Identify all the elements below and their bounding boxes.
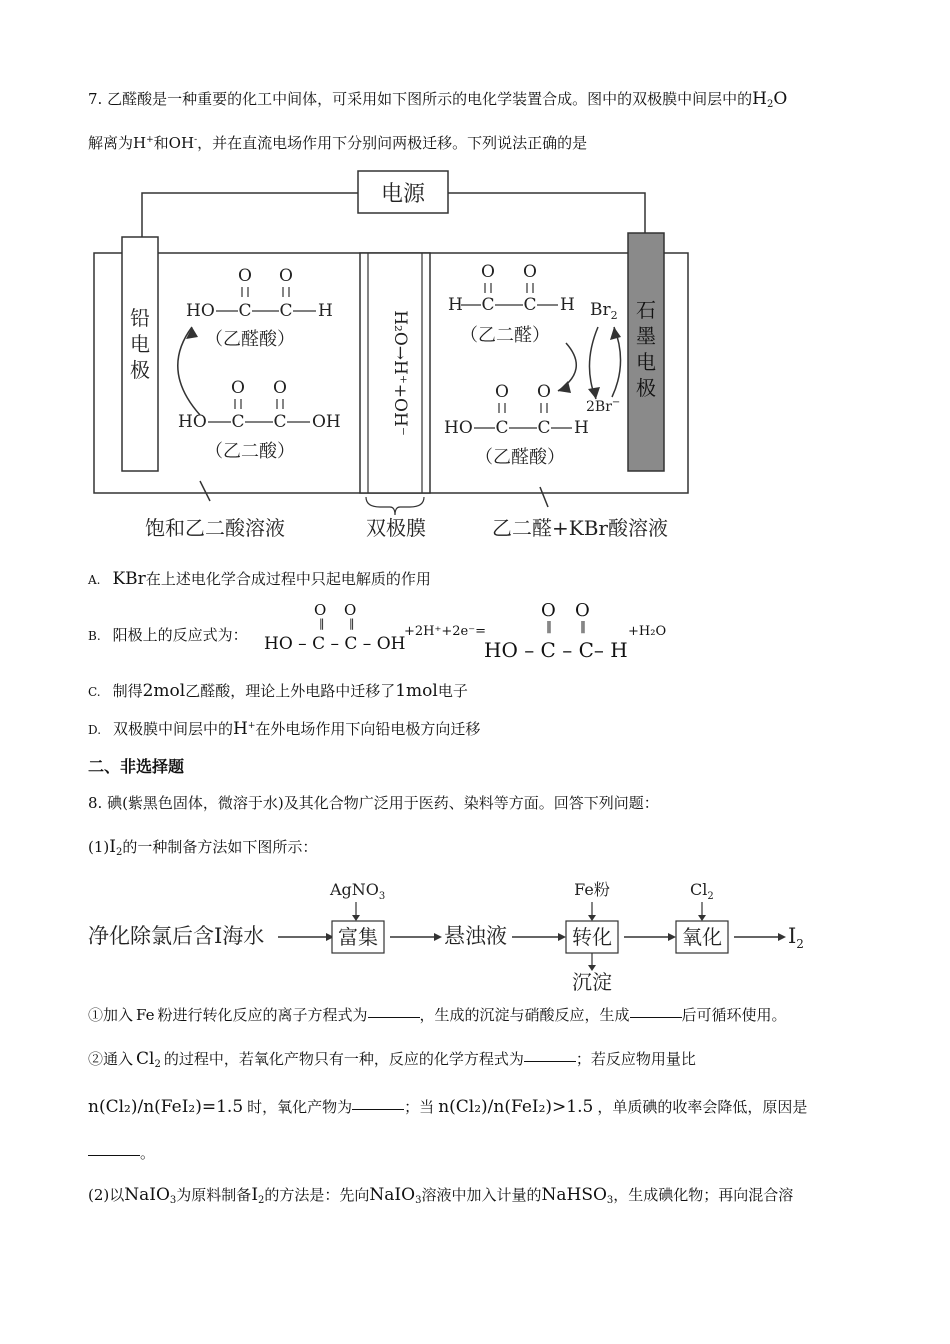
q8-lb-sub: 2 xyxy=(154,1059,161,1070)
membrane-brace xyxy=(366,497,424,515)
q8-lb2: 的过程中，若氧化产物只有一种，反应的化学方程式为 xyxy=(163,1050,524,1068)
mol-c: C xyxy=(273,412,287,432)
q8-lb-cl: Cl xyxy=(136,1049,155,1069)
fe-label: Fe粉 xyxy=(574,880,610,899)
q7-stem-a: 乙醛酸是一种重要的化工中间体，可采用如下图所示的电化学装置合成。图中的双极膜中间层中的 xyxy=(107,90,753,108)
option-a xyxy=(88,568,431,589)
option-b-bond3: ‖ xyxy=(546,619,552,633)
h2o-h: H xyxy=(752,89,767,109)
q8-lc3: ，单质碘的收率会降低，原因是 xyxy=(597,1098,808,1116)
option-b-end: +H₂O xyxy=(628,624,667,639)
mol-ho: HO xyxy=(186,301,215,321)
q8-lb1: ②通入 xyxy=(88,1050,134,1068)
graphite-char-4: 极 xyxy=(636,376,656,400)
section-2-title: 二、非选择题 xyxy=(88,757,185,776)
mol-c: C xyxy=(495,418,509,438)
q8-le1: (2)以 xyxy=(88,1186,125,1204)
option-b-reactant: HO – C – C – OH xyxy=(264,634,406,654)
arrowhead xyxy=(778,933,786,941)
option-d-label: D. xyxy=(88,723,102,737)
option-b-middle: +2H⁺+2e⁻= xyxy=(404,624,486,639)
option-b-bond2: ‖ xyxy=(349,617,355,630)
q7-stem-line1 xyxy=(88,88,787,110)
q7-number: 7. xyxy=(88,90,103,108)
option-a-text: 在上述电化学合成过程中只起电解质的作用 xyxy=(145,570,431,588)
option-c-text1: 制得 xyxy=(112,682,143,700)
curved-arrow-left xyxy=(178,327,200,415)
q8-la4: 后可循环使用。 xyxy=(681,1006,787,1024)
q8-lc2: ；当 xyxy=(404,1098,435,1116)
q8-p1-a: (1) xyxy=(88,838,110,856)
q8-stem: 8. 碘(紫黑色固体，微溶于水)及其化合物广泛用于医药、染料等方面。回答下列问题： xyxy=(88,794,659,812)
power-wire-right xyxy=(448,193,645,233)
membrane-label: 双极膜 xyxy=(366,516,426,540)
arrowhead xyxy=(668,933,676,941)
oh-text: OH xyxy=(168,134,195,152)
h2o-sub: 2 xyxy=(766,99,774,110)
option-b-text: 阳极上的反应式为： xyxy=(112,626,248,644)
q8-la2: 粉进行转化反应的离子方程式为 xyxy=(157,1006,368,1024)
arrowhead xyxy=(698,915,706,921)
q8-nahso3: NaHSO xyxy=(541,1185,607,1205)
q8-lb3: ；若反应物用量比 xyxy=(575,1050,696,1068)
mol-o: O xyxy=(273,378,287,398)
graphite-char-3: 电 xyxy=(636,350,656,374)
flow-start: 净化除氯后含I海水 xyxy=(88,924,265,948)
flow-mid: 悬浊液 xyxy=(444,924,507,948)
answer-blank[interactable] xyxy=(352,1108,404,1110)
q7-stem-line2 xyxy=(88,132,587,153)
mol-ho: HO xyxy=(444,418,473,438)
option-d-h: H xyxy=(233,719,248,739)
mol-c: C xyxy=(231,412,245,432)
q8-i-sub: 2 xyxy=(258,1195,265,1206)
iodine-flow-diagram xyxy=(88,875,818,993)
mol-c: C xyxy=(537,418,551,438)
hplus-sup: + xyxy=(146,135,154,145)
q8-le4: 溶液中加入计量的 xyxy=(421,1186,542,1204)
option-c-text2: 乙醛酸，理论上外电路中迁移了 xyxy=(185,682,396,700)
option-b-label: B. xyxy=(88,629,101,643)
cl2-label: $Cl_2$ xyxy=(690,880,714,902)
option-b-o4: O xyxy=(575,600,590,621)
q8-p1-sub: 2 xyxy=(115,847,123,858)
pointer-tick xyxy=(540,487,548,507)
q8-line-c xyxy=(88,1096,807,1117)
mol-o: O xyxy=(231,378,245,398)
label-glyoxylic-acid-left: （乙醛酸） xyxy=(205,329,295,350)
answer-blank[interactable] xyxy=(368,1016,420,1018)
q8-la1: ①加入 xyxy=(88,1006,134,1024)
kbr-text: KBr xyxy=(112,569,146,589)
answer-blank[interactable] xyxy=(524,1060,576,1062)
mol-o: O xyxy=(481,262,495,282)
oh-sup: - xyxy=(194,135,198,145)
mol-o: O xyxy=(523,262,537,282)
mol-c: C xyxy=(481,295,495,315)
answer-blank[interactable] xyxy=(630,1016,682,1018)
arrowhead xyxy=(352,915,360,921)
answer-blank[interactable] xyxy=(88,1154,140,1156)
precip-label: 沉淀 xyxy=(572,970,612,993)
q8-le5: ，生成碘化物；再向混合溶 xyxy=(613,1186,794,1204)
option-c-label: C. xyxy=(88,685,101,699)
flow-end: $I_2$ xyxy=(788,924,804,951)
q8-ratio1: n(Cl₂)/n(FeI₂)=1.5 xyxy=(88,1097,244,1117)
option-c-text3: 电子 xyxy=(437,682,468,700)
q8-p1-b: 的一种制备方法如下图所示： xyxy=(122,838,318,856)
q8-le2: 为原料制备 xyxy=(176,1186,252,1204)
label-glyoxal: （乙二醛） xyxy=(460,325,550,346)
q7-stem-b2: 和 xyxy=(153,134,169,152)
graphite-char-2: 墨 xyxy=(636,324,656,348)
option-b-o2: O xyxy=(344,601,357,619)
pointer-tick xyxy=(200,481,210,501)
agno3-label: AgNO$_3$ xyxy=(330,880,386,902)
arrowhead xyxy=(434,933,442,941)
mol-ho: HO xyxy=(178,412,207,432)
right-solution-label: 乙二醛+KBr酸溶液 xyxy=(492,516,668,540)
option-d-text2: 在外电场作用下向铅电极方向迁移 xyxy=(255,720,481,738)
br2-label: $Br_2$ xyxy=(590,300,618,322)
option-d-text1: 双极膜中间层中的 xyxy=(113,720,234,738)
option-b-o3: O xyxy=(541,600,556,621)
option-b-product: HO – C – C– H xyxy=(484,638,628,662)
power-wire xyxy=(142,193,358,237)
membrane-reaction: H₂O→H⁺+OH⁻ xyxy=(390,310,410,436)
mol-o: O xyxy=(279,266,293,286)
hplus-h: H xyxy=(133,134,147,152)
q8-lc1: 时，氧化产物为 xyxy=(247,1098,353,1116)
option-c-1mol: 1mol xyxy=(395,681,438,701)
q8-naio3b-sub: 3 xyxy=(415,1195,422,1206)
arrowhead xyxy=(588,387,600,399)
q8-la-fe: Fe xyxy=(136,1006,155,1024)
mol-o: O xyxy=(495,382,509,402)
option-b-bond1: ‖ xyxy=(319,617,325,630)
left-solution-label: 饱和乙二酸溶液 xyxy=(145,516,285,540)
q7-stem-b3: ，并在直流电场作用下分别问两极迁移。下列说法正确的是 xyxy=(197,134,588,152)
label-glyoxylic-acid-right: （乙醛酸） xyxy=(475,447,565,468)
lead-char-3: 极 xyxy=(130,358,150,382)
mol-h: H xyxy=(574,418,589,438)
q8-line-b xyxy=(88,1048,696,1070)
option-b-o1: O xyxy=(314,601,327,619)
box-enrich-label: 富集 xyxy=(338,925,378,949)
mol-o: O xyxy=(537,382,551,402)
option-c xyxy=(88,680,468,701)
lead-char-2: 电 xyxy=(130,332,150,356)
option-b-bond4: ‖ xyxy=(580,619,586,633)
mol-h: H xyxy=(448,295,463,315)
option-b xyxy=(88,624,248,645)
option-d xyxy=(88,718,480,739)
mol-oh: OH xyxy=(312,412,341,432)
h2o-o: O xyxy=(773,89,788,109)
br-minus-label: 2Br− xyxy=(586,397,621,415)
option-a-label: A. xyxy=(88,573,101,587)
q8-line-d xyxy=(88,1142,155,1163)
q7-stem-b1: 解离为 xyxy=(88,134,134,152)
graphite-char-1: 石 xyxy=(636,298,656,322)
lead-char-1: 铅 xyxy=(130,306,150,330)
q8-ld-end: 。 xyxy=(140,1144,156,1162)
option-d-sup: + xyxy=(247,721,256,731)
q8-le3: 的方法是：先向 xyxy=(264,1186,370,1204)
option-c-2mol: 2mol xyxy=(142,681,186,701)
q8-nahso3-sub: 3 xyxy=(606,1195,614,1206)
mol-c: C xyxy=(238,301,252,321)
arrowhead xyxy=(588,915,596,921)
q8-naio3-sub: 3 xyxy=(169,1195,177,1206)
power-label: 电源 xyxy=(380,182,426,207)
q8-line-a xyxy=(88,1004,787,1025)
mol-h: H xyxy=(318,301,333,321)
box-oxidize-label: 氧化 xyxy=(682,925,722,949)
q8-part1 xyxy=(88,836,317,858)
mol-c: C xyxy=(523,295,537,315)
q8-line-e xyxy=(88,1184,793,1206)
mol-h: H xyxy=(560,295,575,315)
q8-p1-i: I xyxy=(109,837,116,857)
q8-ratio2: n(Cl₂)/n(FeI₂)>1.5 xyxy=(438,1097,594,1117)
q8-naio3b: NaIO xyxy=(369,1185,416,1205)
electrochem-figure xyxy=(90,165,710,550)
q8-naio3: NaIO xyxy=(124,1185,170,1205)
label-oxalic-acid: （乙二酸） xyxy=(205,441,295,462)
mol-o: O xyxy=(238,266,252,286)
q8-i: I xyxy=(251,1185,259,1205)
box-convert-label: 转化 xyxy=(572,925,612,949)
q8-la3: ，生成的沉淀与硝酸反应，生成 xyxy=(419,1006,630,1024)
arrowhead xyxy=(558,933,566,941)
mol-c: C xyxy=(279,301,293,321)
